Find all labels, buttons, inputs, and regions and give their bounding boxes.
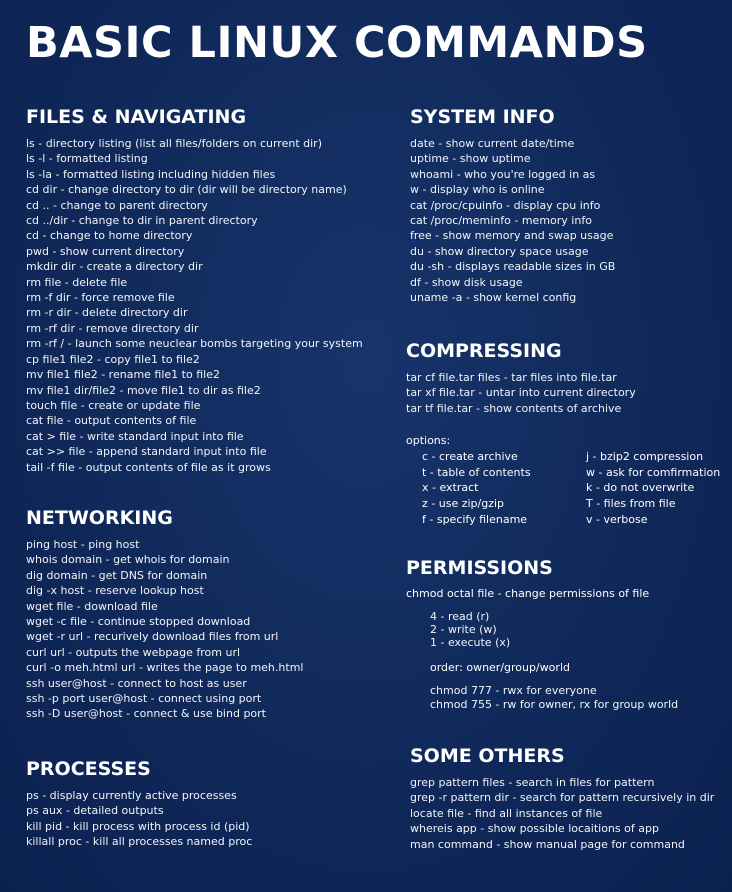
command-line: tar xf file.tar - untar into current directory bbox=[406, 386, 636, 400]
command-line: 1 - execute (x) bbox=[430, 636, 511, 649]
command-line: killall proc - kill all processes named proc bbox=[26, 835, 253, 849]
command-line: whoami - who you're logged in as bbox=[410, 167, 596, 181]
command-line: du - show directory space usage bbox=[410, 244, 589, 258]
command-line: cat > file - write standard input into file bbox=[26, 429, 244, 443]
command-line: ssh user@host - connect to host as user bbox=[26, 676, 247, 690]
section-heading: PROCESSES bbox=[26, 758, 151, 780]
command-line: mv file1 file2 - rename file1 to file2 bbox=[26, 368, 220, 382]
command-line: df - show disk usage bbox=[410, 275, 523, 289]
option-item: z - use zip/gzip bbox=[422, 497, 505, 510]
command-line: ls -la - formatted listing including hidden files bbox=[26, 167, 276, 181]
chmod-examples bbox=[406, 684, 678, 711]
command-line: cat /proc/meminfo - memory info bbox=[410, 214, 592, 228]
option-item: x - extract bbox=[422, 481, 479, 495]
command-list bbox=[410, 136, 615, 305]
section-heading: PERMISSIONS bbox=[406, 557, 553, 579]
command-line: rm file - delete file bbox=[26, 275, 128, 289]
option-item: f - specify filename bbox=[422, 512, 528, 526]
command-line: grep -r pattern dir - search for pattern recursively in dir bbox=[410, 791, 715, 805]
command-line: uname -a - show kernel config bbox=[410, 291, 577, 305]
section-heading: SYSTEM INFO bbox=[410, 106, 555, 128]
options-label: options: bbox=[406, 434, 451, 448]
command-line: cd .. - change to parent directory bbox=[26, 198, 208, 212]
command-line: ls -l - formatted listing bbox=[26, 152, 148, 166]
command-line: locate file - find all instances of file bbox=[410, 806, 603, 820]
option-item: j - bzip2 compression bbox=[586, 450, 704, 464]
section-compressing bbox=[406, 340, 732, 527]
command-line: 2 - write (w) bbox=[430, 623, 497, 636]
command-line: free - show memory and swap usage bbox=[410, 229, 614, 243]
options-right-column bbox=[586, 449, 732, 527]
command-line: rm -f dir - force remove file bbox=[26, 291, 175, 305]
command-line: ssh -p port user@host - connect using port bbox=[26, 692, 262, 706]
command-line: pwd - show current directory bbox=[26, 244, 185, 258]
command-line: wget -c file - continue stopped download bbox=[26, 615, 251, 629]
command-line: 4 - read (r) bbox=[430, 610, 490, 623]
page-title: BASIC LINUX COMMANDS bbox=[26, 18, 648, 68]
command-list bbox=[410, 775, 714, 852]
command-line: dig domain - get DNS for domain bbox=[26, 568, 208, 582]
options-left-column bbox=[406, 449, 586, 527]
command-line: du -sh - displays readable sizes in GB bbox=[410, 260, 616, 274]
command-list bbox=[26, 537, 303, 722]
command-line: cat >> file - append standard input into file bbox=[26, 445, 267, 459]
command-line: tar cf file.tar files - tar files into file.tar bbox=[406, 371, 617, 384]
command-list bbox=[26, 136, 363, 475]
command-line: rm -rf dir - remove directory dir bbox=[26, 321, 199, 335]
command-line: grep pattern files - search in files for pattern bbox=[410, 776, 655, 789]
command-line: cd dir - change directory to dir (dir will be directory name) bbox=[26, 183, 347, 197]
section-networking bbox=[26, 507, 303, 722]
section-permissions bbox=[406, 557, 678, 711]
section-processes bbox=[26, 758, 252, 850]
permissions-description: chmod octal file - change permissions of file bbox=[406, 587, 650, 600]
command-line: dig -x host - reserve lookup host bbox=[26, 584, 204, 598]
section-heading: SOME OTHERS bbox=[410, 745, 565, 767]
command-line: w - display who is online bbox=[410, 183, 545, 197]
command-line: cat /proc/cpuinfo - display cpu info bbox=[410, 198, 601, 212]
command-line: kill pid - kill process with process id (pid) bbox=[26, 819, 250, 833]
command-line: curl -o meh.html url - writes the page to meh.html bbox=[26, 661, 304, 675]
section-some-others bbox=[410, 745, 714, 852]
option-item: T - files from file bbox=[586, 497, 676, 510]
permissions-order: order: owner/group/world bbox=[430, 661, 570, 674]
command-line: chmod 777 - rwx for everyone bbox=[430, 684, 597, 697]
command-list bbox=[26, 788, 252, 850]
command-line: tail -f file - output contents of file as it grows bbox=[26, 460, 271, 474]
section-heading: NETWORKING bbox=[26, 507, 173, 529]
command-line: wget file - download file bbox=[26, 599, 158, 613]
command-line: cat file - output contents of file bbox=[26, 414, 197, 428]
command-list bbox=[406, 370, 732, 416]
command-line: ping host - ping host bbox=[26, 538, 140, 551]
command-line: curl url - outputs the webpage from url bbox=[26, 645, 241, 659]
command-line: tar tf file.tar - show contents of archive bbox=[406, 401, 622, 415]
command-line: ps - display currently active processes bbox=[26, 789, 237, 802]
permission-values bbox=[406, 610, 678, 649]
section-heading: COMPRESSING bbox=[406, 340, 562, 362]
command-line: mv file1 dir/file2 - move file1 to dir as file2 bbox=[26, 383, 261, 397]
command-line: cd ../dir - change to dir in parent directory bbox=[26, 214, 258, 228]
command-line: chmod 755 - rw for owner, rx for group world bbox=[430, 697, 679, 711]
command-line: rm -r dir - delete directory dir bbox=[26, 306, 188, 320]
option-item: t - table of contents bbox=[422, 465, 531, 479]
command-line: date - show current date/time bbox=[410, 137, 575, 150]
option-item: v - verbose bbox=[586, 512, 648, 526]
command-line: whereis app - show possible locaitions of app bbox=[410, 822, 659, 836]
command-line: touch file - create or update file bbox=[26, 398, 201, 412]
command-line: whois domain - get whois for domain bbox=[26, 553, 230, 567]
section-system-info bbox=[410, 106, 615, 305]
command-line: cd - change to home directory bbox=[26, 229, 193, 243]
command-line: wget -r url - recurively download files from url bbox=[26, 630, 279, 644]
command-line: ps aux - detailed outputs bbox=[26, 804, 164, 818]
command-line: ls - directory listing (list all files/folders on current dir) bbox=[26, 137, 322, 150]
option-item: w - ask for comfirmation bbox=[586, 465, 721, 479]
command-line: man command - show manual page for command bbox=[410, 837, 685, 851]
command-line: cp file1 file2 - copy file1 to file2 bbox=[26, 352, 200, 366]
section-files-navigating bbox=[26, 106, 363, 475]
section-heading: FILES & NAVIGATING bbox=[26, 106, 247, 128]
command-line: rm -rf / - launch some neuclear bombs targeting your system bbox=[26, 337, 363, 351]
option-item: c - create archive bbox=[422, 450, 518, 464]
option-item: k - do not overwrite bbox=[586, 481, 695, 495]
command-line: uptime - show uptime bbox=[410, 152, 531, 166]
command-line: mkdir dir - create a directory dir bbox=[26, 260, 203, 274]
options-grid bbox=[406, 449, 732, 527]
command-line: ssh -D user@host - connect & use bind port bbox=[26, 707, 266, 721]
